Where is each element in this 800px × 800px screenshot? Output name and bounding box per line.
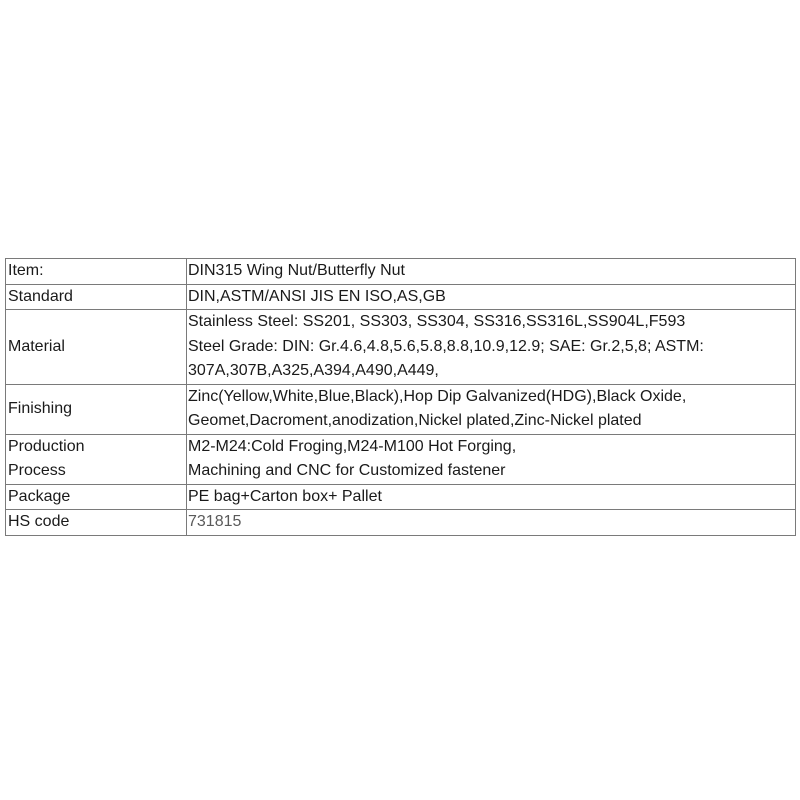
value-line: DIN,ASTM/ANSI JIS EN ISO,AS,GB [188,287,446,305]
row-label-finishing [6,384,187,434]
row-value-standard [187,284,796,310]
label-line: Material [8,337,65,355]
value-line: Machining and CNC for Customized fastener [188,462,506,479]
row-value-production-process [187,434,796,484]
value-line: 731815 [188,513,242,530]
label-line: Standard [8,287,73,305]
value-line: Stainless Steel: SS201, SS303, SS304, SS316,SS316L,SS904L,F593 [188,313,686,330]
row-value-package [187,484,796,510]
value-line: Zinc(Yellow,White,Blue,Black),Hop Dip Galvanized(HDG),Black Oxide, [188,387,687,405]
value-line: PE bag+Carton box+ Pallet [188,487,382,505]
label-line: Package [8,487,71,505]
value-line: DIN315 Wing Nut/Butterfly Nut [188,262,405,279]
row-value-finishing [187,384,796,434]
row-value-material [187,310,796,385]
table-row [6,510,796,536]
row-label-package [6,484,187,510]
row-label-material [6,310,187,385]
table-row [6,384,796,434]
value-line: Geomet,Dacroment,anodization,Nickel plated,Zinc-Nickel plated [188,412,642,429]
table-row [6,434,796,484]
label-line: Finishing [8,399,73,417]
table-row [6,259,796,285]
value-line: 307A,307B,A325,A394,A490,A449, [188,362,439,379]
product-spec-table [5,258,796,536]
row-value-item [187,259,796,285]
label-line: Production [8,437,85,455]
table-row [6,284,796,310]
label-line: Item: [8,262,44,279]
row-label-standard [6,284,187,310]
value-line: M2-M24:Cold Froging,M24-M100 Hot Forging, [188,437,517,455]
label-line: Process [8,462,66,479]
row-label-hs-code [6,510,187,536]
row-label-production-process [6,434,187,484]
row-value-hs-code [187,510,796,536]
row-label-item [6,259,187,285]
table-row [6,484,796,510]
label-line: HS code [8,513,70,530]
table-row [6,310,796,385]
value-line: Steel Grade: DIN: Gr.4.6,4.8,5.6,5.8,8.8,10.9,12.9; SAE: Gr.2,5,8; ASTM: [188,337,704,355]
